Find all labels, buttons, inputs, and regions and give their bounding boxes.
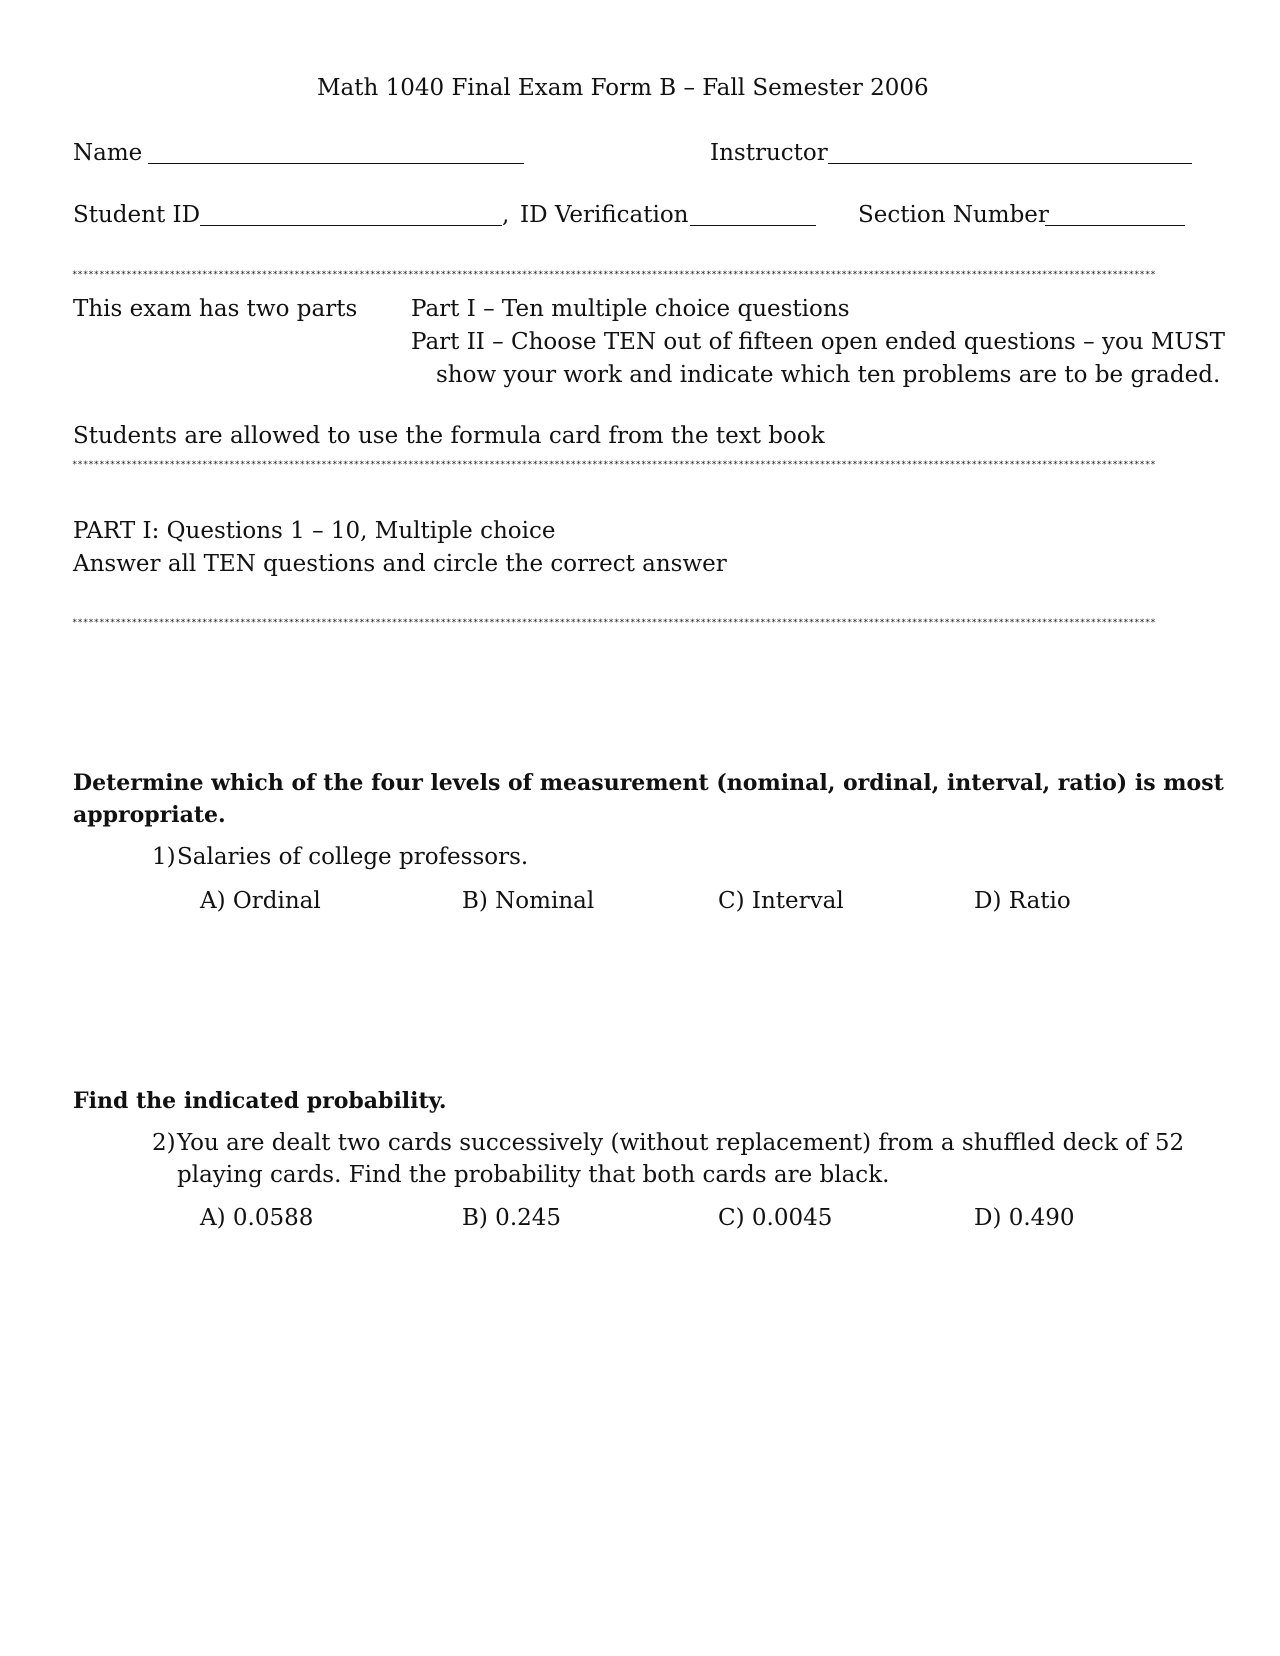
separator-line: ******************************************************************************************************************************************************************************************************** — [72, 270, 1156, 280]
name-blank[interactable] — [148, 163, 524, 164]
instructor-label: Instructor — [710, 140, 828, 166]
choice-a[interactable]: A) 0.0588 — [200, 1205, 314, 1231]
choice-a[interactable]: A) Ordinal — [200, 888, 321, 914]
id-verification-blank[interactable] — [690, 225, 816, 226]
choice-b[interactable]: B) Nominal — [462, 888, 595, 914]
exam-title: Math 1040 Final Exam Form B – Fall Semester 2006 — [317, 75, 929, 101]
part-two-description-cont: show your work and indicate which ten problems are to be graded. — [436, 362, 1221, 388]
name-label: Name — [73, 140, 143, 166]
question-text: You are dealt two cards successively (without replacement) from a shuffled deck of 52 — [177, 1130, 1185, 1156]
part-one-directions: Answer all TEN questions and circle the correct answer — [73, 551, 727, 577]
section-instruction-cont: appropriate. — [73, 802, 226, 828]
question-number: 1) — [152, 844, 176, 870]
id-verification-label: ID Verification — [520, 202, 689, 228]
choice-c[interactable]: C) 0.0045 — [718, 1205, 833, 1231]
choice-d[interactable]: D) 0.490 — [974, 1205, 1075, 1231]
comma: , — [502, 202, 510, 228]
part-one-description: Part I – Ten multiple choice questions — [411, 296, 850, 322]
choice-c[interactable]: C) Interval — [718, 888, 844, 914]
instructor-blank[interactable] — [828, 163, 1192, 164]
section-instruction: Find the indicated probability. — [73, 1088, 447, 1114]
choice-b[interactable]: B) 0.245 — [462, 1205, 562, 1231]
separator-line: ******************************************************************************************************************************************************************************************************** — [72, 460, 1156, 470]
section-instruction: Determine which of the four levels of measurement (nominal, ordinal, interval, ratio) is most — [73, 770, 1224, 796]
student-id-label: Student ID — [73, 202, 201, 228]
exam-parts-label: This exam has two parts — [73, 296, 358, 322]
choice-d[interactable]: D) Ratio — [974, 888, 1071, 914]
question-text-cont: playing cards. Find the probability that both cards are black. — [177, 1162, 890, 1188]
part-two-description: Part II – Choose TEN out of fifteen open ended questions – you MUST — [411, 329, 1225, 355]
separator-line: ******************************************************************************************************************************************************************************************************** — [72, 618, 1156, 628]
section-number-blank[interactable] — [1045, 225, 1185, 226]
student-id-blank[interactable] — [200, 225, 502, 226]
formula-card-note: Students are allowed to use the formula card from the text book — [73, 423, 825, 449]
section-number-label: Section Number — [858, 202, 1049, 228]
part-one-heading: PART I: Questions 1 – 10, Multiple choice — [73, 518, 556, 544]
question-number: 2) — [152, 1130, 176, 1156]
question-text: Salaries of college professors. — [177, 844, 529, 870]
